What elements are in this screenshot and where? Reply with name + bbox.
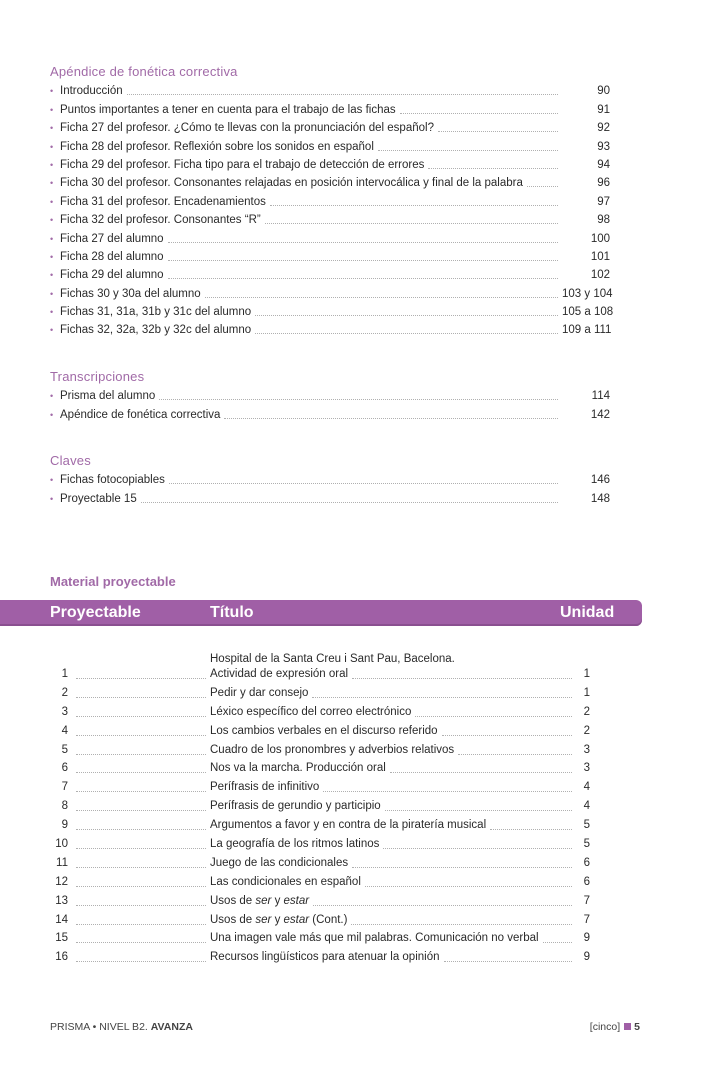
dot-leader: [141, 502, 558, 503]
toc-list: [50, 385, 610, 422]
bullet-icon: •: [50, 409, 54, 420]
toc-entry-label: Ficha 31 del profesor. Encadenamientos: [60, 195, 266, 208]
row-title-line2: Actividad de expresión oral: [210, 668, 349, 680]
header-proyectable: Proyectable: [50, 604, 141, 621]
footer-series: PRISMA • NIVEL B2.: [50, 1021, 148, 1033]
toc-entry: [50, 98, 610, 116]
toc-entry-label: Apéndice de fonética correctiva: [60, 408, 221, 421]
dot-leader: [490, 829, 572, 830]
bullet-icon: •: [50, 215, 54, 226]
dot-leader: [385, 810, 572, 811]
row-unit: 3: [583, 762, 590, 775]
section-title: Apéndice de fonética correctiva: [50, 64, 238, 79]
toc-entry-page: 90: [597, 85, 610, 98]
toc-entry: [50, 154, 610, 172]
dot-leader: [378, 150, 558, 151]
dot-leader: [76, 886, 206, 887]
toc-entry: [50, 487, 610, 505]
bullet-icon: •: [50, 325, 54, 336]
dot-leader: [76, 772, 206, 773]
material-section-title: Material proyectable: [50, 574, 176, 589]
dot-leader: [76, 697, 206, 698]
toc-entry-label: Ficha 28 del alumno: [60, 250, 164, 263]
title-part: (Cont.): [309, 913, 348, 926]
row-unit: 1: [583, 686, 590, 699]
title-part: y: [271, 894, 284, 907]
dot-leader: [527, 186, 558, 187]
dot-leader: [168, 242, 558, 243]
dot-leader: [224, 418, 558, 419]
dot-leader: [442, 735, 572, 736]
row-number: 2: [61, 686, 68, 699]
row-title: Hospital de la Santa Creu i Sant Pau, Bacelona.: [210, 653, 455, 665]
toc-entry-label: Fichas 31, 31a, 31b y 31c del alumno: [60, 306, 252, 319]
table-row: [50, 758, 590, 777]
row-title: [210, 894, 309, 909]
dot-leader: [169, 483, 558, 484]
projectable-table: [50, 652, 590, 965]
row-title: Pedir y dar consejo: [210, 686, 309, 699]
dot-leader: [400, 113, 558, 114]
toc-entry: [50, 117, 610, 135]
dot-leader: [76, 905, 206, 906]
row-number: 12: [55, 875, 68, 888]
bullet-icon: •: [50, 196, 54, 207]
row-title: Léxico específico del correo electrónico: [210, 705, 412, 718]
row-number: 4: [61, 724, 68, 737]
row-unit: 9: [583, 951, 590, 964]
table-row: [50, 776, 590, 795]
row-unit: 7: [583, 913, 590, 926]
footer-page-word: [cinco]: [589, 1021, 621, 1033]
dot-leader: [76, 942, 206, 943]
title-part: Usos de: [210, 913, 256, 926]
toc-list: [50, 80, 614, 337]
toc-list: [50, 469, 610, 506]
footer-page-number: 5: [634, 1021, 640, 1033]
toc-entry-label: Prisma del alumno: [60, 390, 156, 403]
toc-entry: [50, 80, 610, 98]
toc-entry-label: Ficha 29 del alumno: [60, 269, 164, 282]
row-unit: 4: [583, 781, 590, 794]
toc-entry-page: 142: [590, 408, 610, 421]
toc-entry: [50, 319, 610, 337]
dot-leader: [323, 791, 572, 792]
bullet-icon: •: [50, 475, 54, 486]
dot-leader: [76, 810, 206, 811]
dot-leader: [390, 772, 572, 773]
toc-entry-page: 97: [597, 195, 610, 208]
row-unit: 5: [583, 838, 590, 851]
dot-leader: [270, 205, 558, 206]
table-row: [50, 833, 590, 852]
section-title: Transcripciones: [50, 369, 145, 384]
dot-leader: [76, 754, 206, 755]
bullet-icon: •: [50, 159, 54, 170]
footer-right: [590, 1021, 640, 1033]
toc-entry-label: Introducción: [60, 85, 123, 98]
toc-entry-label: Ficha 32 del profesor. Consonantes “R”: [60, 214, 261, 227]
dot-leader: [76, 867, 206, 868]
header-unidad: Unidad: [560, 604, 615, 621]
toc-entry-label: Fichas 32, 32a, 32b y 32c del alumno: [60, 324, 252, 337]
row-number: 1: [61, 668, 68, 680]
toc-entry-page: 105 a 108: [562, 306, 614, 319]
row-title: La geografía de los ritmos latinos: [210, 838, 380, 851]
row-number: 13: [55, 894, 68, 907]
row-unit: 6: [583, 875, 590, 888]
dot-leader: [352, 867, 572, 868]
table-row: [50, 814, 590, 833]
toc-entry-label: Fichas 30 y 30a del alumno: [60, 287, 201, 300]
toc-entry-label: Puntos importantes a tener en cuenta para el trabajo de las fichas: [60, 103, 396, 116]
toc-entry-label: Fichas fotocopiables: [60, 474, 165, 487]
toc-entry: [50, 135, 610, 153]
toc-entry: [50, 403, 610, 421]
toc-entry: [50, 264, 610, 282]
dot-leader: [313, 905, 572, 906]
toc-entry-label: Ficha 30 del profesor. Consonantes relajadas en posición intervocálica y final de la palabra: [60, 177, 523, 190]
row-title: Los cambios verbales en el discurso referido: [210, 724, 438, 737]
title-italic-part: estar: [283, 894, 310, 907]
dot-leader: [365, 886, 572, 887]
table-header: [0, 600, 642, 626]
row-number: 6: [61, 762, 68, 775]
bullet-icon: •: [50, 86, 54, 97]
toc-section-transcripciones: [50, 369, 610, 422]
toc-entry-label: Proyectable 15: [60, 492, 137, 505]
row-title: Juego de las condicionales: [210, 856, 349, 869]
dot-leader: [76, 848, 206, 849]
dot-leader: [312, 697, 572, 698]
toc-entry: [50, 190, 610, 208]
toc-section-apendice: [50, 64, 614, 337]
table-row: [50, 928, 590, 947]
toc-entry-page: 98: [597, 214, 610, 227]
bullet-icon: •: [50, 251, 54, 262]
row-unit: 6: [583, 856, 590, 869]
toc-entry-label: Ficha 27 del alumno: [60, 232, 164, 245]
row-unit: 7: [583, 894, 590, 907]
footer-left: [50, 1021, 193, 1033]
toc-entry: [50, 209, 610, 227]
row-title-block: [210, 652, 590, 682]
row-title: Las condicionales en español: [210, 875, 361, 888]
dot-leader: [76, 924, 206, 925]
toc-entry: [50, 385, 610, 403]
toc-entry-page: 92: [597, 122, 610, 135]
toc-entry-page: 96: [597, 177, 610, 190]
bullet-icon: •: [50, 288, 54, 299]
row-unit: 3: [583, 743, 590, 756]
dot-leader: [76, 678, 206, 679]
toc-entry-label: Ficha 29 del profesor. Ficha tipo para el trabajo de detección de errores: [60, 158, 425, 171]
title-italic-part: ser: [255, 913, 272, 926]
toc-entry-page: 103 y 104: [562, 287, 613, 300]
table-row: [50, 652, 590, 682]
row-number: 14: [55, 913, 68, 926]
title-italic-part: ser: [255, 894, 272, 907]
table-row: [50, 701, 590, 720]
table-row: [50, 795, 590, 814]
row-title: Recursos lingüísticos para atenuar la opinión: [210, 951, 440, 964]
row-number: 9: [61, 819, 68, 832]
toc-entry: [50, 282, 613, 300]
table-row: [50, 852, 590, 871]
toc-entry: [50, 172, 610, 190]
toc-entry-page: 101: [590, 250, 610, 263]
toc-entry-page: 109 a 111: [562, 324, 612, 337]
title-part: Usos de: [210, 894, 256, 907]
row-unit: 5: [583, 819, 590, 832]
dot-leader: [255, 315, 558, 316]
dot-leader: [383, 848, 572, 849]
dot-leader: [444, 961, 573, 962]
bullet-icon: •: [50, 104, 54, 115]
toc-entry-page: 102: [590, 269, 610, 282]
toc-entry: [50, 469, 610, 487]
title-part: y: [271, 913, 284, 926]
footer-series-bold: AVANZA: [150, 1021, 193, 1033]
table-row: [50, 890, 590, 909]
row-title: [210, 913, 347, 928]
row-title: Argumentos a favor y en contra de la piratería musical: [210, 819, 487, 832]
toc-section-claves: [50, 453, 610, 506]
row-title: Nos va la marcha. Producción oral: [210, 762, 386, 775]
row-title: Una imagen vale más que mil palabras. Comunicación no verbal: [210, 932, 539, 945]
table-row: [50, 682, 590, 701]
dot-leader: [168, 260, 558, 261]
dot-leader: [76, 716, 206, 717]
row-number: 3: [61, 705, 68, 718]
row-unit: 4: [583, 800, 590, 813]
row-unit: 2: [583, 705, 590, 718]
title-italic-part: estar: [283, 913, 310, 926]
bullet-icon: •: [50, 493, 54, 504]
row-title: Cuadro de los pronombres y adverbios relativos: [210, 743, 455, 756]
dot-leader: [458, 754, 572, 755]
toc-entry-page: 146: [590, 474, 610, 487]
row-number: 11: [56, 856, 68, 869]
row-number: 15: [55, 932, 68, 945]
dot-leader: [159, 399, 558, 400]
table-row: [50, 946, 590, 965]
toc-entry-page: 114: [591, 390, 610, 403]
header-titulo: Título: [210, 604, 254, 621]
row-unit: 1: [583, 668, 590, 680]
bullet-icon: •: [50, 141, 54, 152]
row-unit: 2: [583, 724, 590, 737]
row-number: 8: [61, 800, 68, 813]
bullet-icon: •: [50, 391, 54, 402]
bullet-icon: •: [50, 270, 54, 281]
row-number: 5: [61, 743, 68, 756]
row-number: 16: [55, 951, 68, 964]
row-number: 10: [55, 838, 68, 851]
toc-entry-page: 93: [597, 140, 610, 153]
toc-entry-label: Ficha 28 del profesor. Reflexión sobre los sonidos en español: [60, 140, 374, 153]
bullet-icon: •: [50, 178, 54, 189]
table-row: [50, 720, 590, 739]
bullet-icon: •: [50, 233, 54, 244]
dot-leader: [76, 735, 206, 736]
toc-entry-label: Ficha 27 del profesor. ¿Cómo te llevas con la pronunciación del español?: [60, 122, 434, 135]
row-title: Perífrasis de gerundio y participio: [210, 800, 381, 813]
toc-entry-page: 100: [590, 232, 610, 245]
dot-leader: [205, 297, 558, 298]
toc-entry: [50, 246, 610, 264]
table-row: [50, 909, 590, 928]
bullet-icon: •: [50, 123, 54, 134]
row-unit: 9: [583, 932, 590, 945]
dot-leader: [351, 924, 572, 925]
table-row: [50, 739, 590, 758]
dot-leader: [352, 678, 572, 679]
dot-leader: [76, 961, 206, 962]
toc-entry-page: 91: [597, 103, 610, 116]
dot-leader: [543, 942, 572, 943]
dot-leader: [168, 278, 558, 279]
bullet-icon: •: [50, 307, 54, 318]
toc-entry-page: 94: [597, 158, 610, 171]
dot-leader: [438, 131, 558, 132]
dot-leader: [255, 333, 558, 334]
dot-leader: [265, 223, 558, 224]
row-title: Perífrasis de infinitivo: [210, 781, 320, 794]
dot-leader: [428, 168, 558, 169]
square-icon: [624, 1023, 631, 1030]
toc-entry: [50, 301, 614, 319]
dot-leader: [415, 716, 572, 717]
toc-entry: [50, 227, 610, 245]
dot-leader: [76, 829, 206, 830]
section-title: Claves: [50, 453, 91, 468]
dot-leader: [127, 94, 558, 95]
dot-leader: [76, 791, 206, 792]
row-number: 7: [61, 781, 68, 794]
toc-entry-page: 148: [590, 492, 610, 505]
table-row: [50, 871, 590, 890]
